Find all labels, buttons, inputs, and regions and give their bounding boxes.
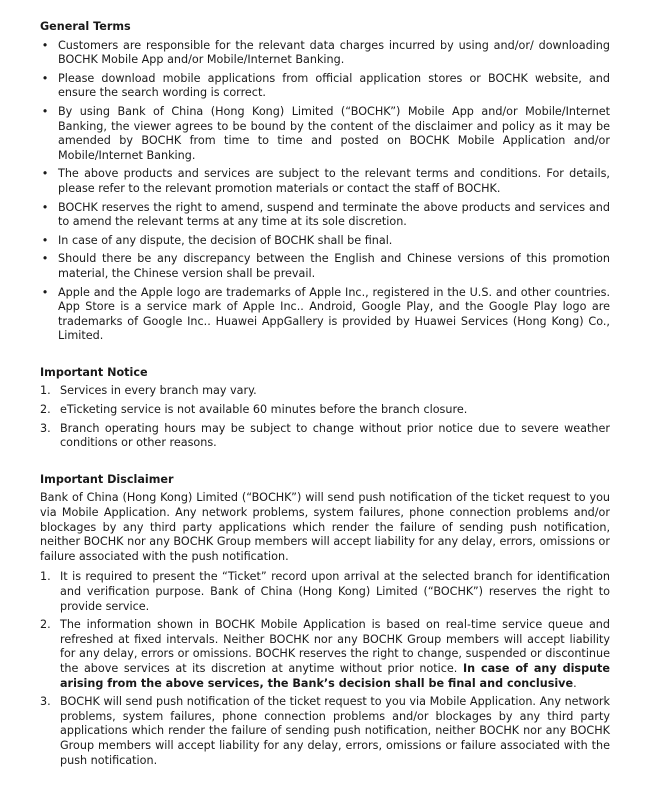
- important-notice-title: Important Notice: [40, 365, 148, 379]
- list-item-text: Services in every branch may vary.: [60, 384, 257, 398]
- list-number: 2.: [40, 618, 51, 632]
- list-item: [40, 252, 610, 281]
- important-notice-section: [40, 366, 610, 451]
- list-number: 3.: [40, 695, 51, 709]
- list-item-text: BOCHK will send push notification of the ticket request to you via Mobile Application. Any network problems, system failures, phone connection problems and/or blockages by any third party applications which render the failure of sending push notification, neither BOCHK nor any BOCHK Group members will accept liability for any delay, errors, omissions or failure associated with the push notification.: [60, 695, 610, 767]
- list-item-text: Apple and the Apple logo are trademarks of Apple Inc., registered in the U.S. and other countries. App Store is a service mark of Apple Inc.. Android, Google Play, and the Google Play logo are trademarks of Google Inc.. Huawei AppGallery is provided by Huawei Services (Hong Kong) Co., Limited.: [58, 285, 610, 343]
- bullet-icon: •: [41, 200, 49, 214]
- list-item-text: Please download mobile applications from official application stores or BOCHK website, and ensure the search wording is correct.: [58, 71, 610, 100]
- list-item-text: BOCHK reserves the right to amend, suspend and terminate the above products and services and to amend the relevant terms at any time at its sole discretion.: [58, 200, 610, 229]
- list-item: [40, 618, 610, 691]
- list-number: 1.: [40, 570, 51, 584]
- important-disclaimer-section: [40, 473, 610, 768]
- general-terms-title: General Terms: [40, 20, 131, 33]
- bullet-icon: •: [41, 104, 49, 118]
- list-item-text: The above products and services are subject to the relevant terms and conditions. For details, please refer to the relevant promotion materials or contact the staff of BOCHK.: [58, 167, 610, 195]
- list-item-text: It is required to present the “Ticket” record upon arrival at the selected branch for identification and verification purpose. Bank of China (Hong Kong) Limited (“BOCHK”) reserves the right to provide service.: [60, 570, 610, 613]
- list-item: [40, 695, 610, 768]
- list-item: [40, 286, 610, 344]
- list-item: [40, 72, 610, 101]
- list-number: 1.: [40, 384, 51, 398]
- list-item: [40, 384, 610, 399]
- section-spacer: [40, 455, 610, 473]
- list-item-text: eTicketing service is not available 60 minutes before the branch closure.: [60, 403, 468, 417]
- list-item: [40, 167, 610, 196]
- list-item-text: By using Bank of China (Hong Kong) Limited (“BOCHK”) Mobile App and/or Mobile/Internet Banking, the viewer agrees to be bound by the content of the disclaimer and policy as it may be amended by BOCHK from time to time and posted on BOCHK Mobile Application and/or Mobile/Internet Banking.: [58, 104, 610, 162]
- section-spacer: [40, 348, 610, 366]
- bullet-icon: •: [41, 71, 49, 85]
- list-item-text: Branch operating hours may be subject to change without prior notice due to severe weather conditions or other reasons.: [60, 421, 610, 450]
- list-item-text: The information shown in BOCHK Mobile Application is based on real-time service queue and refreshed at fixed intervals. Neither BOCHK nor any BOCHK Group members will accept liability for any delay, errors or omissions. BOCHK reserves the right to change, suspended or discontinue the above services at its discretion at anytime without prior notice.: [60, 618, 610, 675]
- list-item-text: In case of any dispute, the decision of BOCHK shall be final.: [58, 233, 393, 247]
- general-terms-list: [40, 39, 610, 344]
- list-item: [40, 234, 610, 249]
- general-terms-section: [40, 20, 610, 344]
- list-item: [40, 570, 610, 614]
- bullet-icon: •: [41, 38, 49, 52]
- list-item: [40, 201, 610, 230]
- list-item-text: Should there be any discrepancy between the English and Chinese versions of this promotion material, the Chinese version shall be prevail.: [58, 252, 610, 280]
- list-item: [40, 422, 610, 451]
- list-item-text: Customers are responsible for the relevant data charges incurred by using and/or/ downloading BOCHK Mobile App and/or Mobile/Internet Banking.: [58, 38, 610, 67]
- list-item: [40, 403, 610, 418]
- list-item: [40, 105, 610, 163]
- list-item-text-end: .: [573, 676, 577, 690]
- disclaimer-intro: Bank of China (Hong Kong) Limited (“BOCHK”) will send push notification of the ticket request to you via Mobile Application. Any network problems, system failures, phone connection problems and/or blockages by any third party applications which render the failure of sending push notification, neither BOCHK nor any BOCHK Group members will accept liability for any delay, errors, omissions or failure associated with the push notification.: [40, 491, 610, 563]
- list-number: 3.: [40, 421, 51, 435]
- bullet-icon: •: [41, 252, 49, 266]
- important-notice-list: [40, 384, 610, 450]
- list-number: 2.: [40, 403, 51, 417]
- bullet-icon: •: [41, 285, 49, 299]
- bullet-icon: •: [41, 233, 49, 247]
- list-item: [40, 39, 610, 68]
- important-disclaimer-list: [40, 570, 610, 768]
- list-item-bold-text: In case of any dispute arising from the above services, the Bank’s decision shall be final and conclusive: [60, 661, 610, 690]
- important-disclaimer-title: Important Disclaimer: [40, 472, 174, 486]
- bullet-icon: •: [41, 167, 49, 181]
